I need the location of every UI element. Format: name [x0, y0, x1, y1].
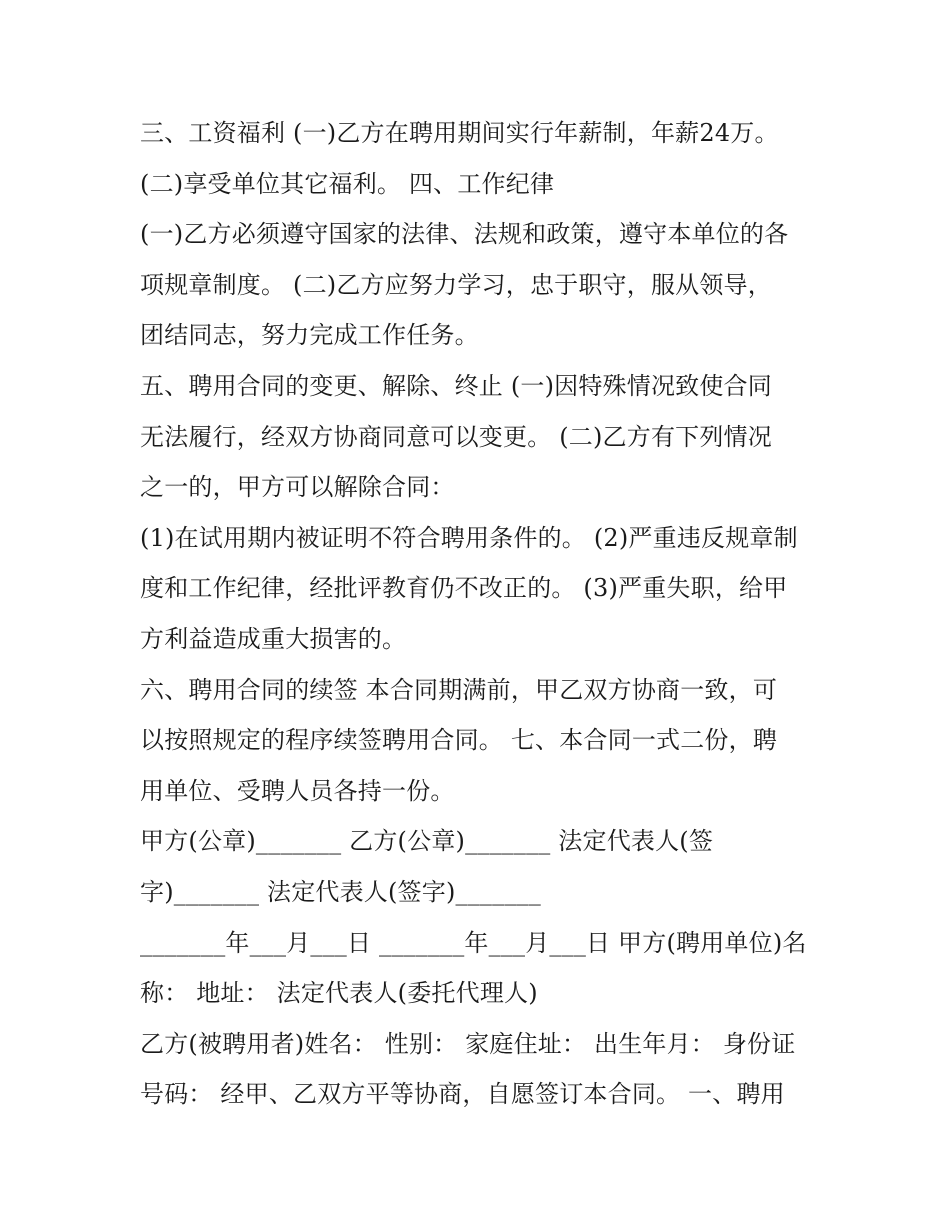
- text-line: 方利益造成重大损害的。: [140, 624, 407, 653]
- text-line: 称： 地址： 法定代表人(委托代理人): [140, 979, 538, 1008]
- text-line: 三、工资福利 (一)乙方在聘用期间实行年薪制，年薪24万。: [140, 119, 779, 147]
- text-line: 字)_______ 法定代表人(签字)_______: [140, 877, 541, 906]
- text-line: (1)在试用期内被证明不符合聘用条件的。 (2)严重违反规章制: [140, 523, 798, 552]
- text-line: 团结同志，努力完成工作任务。: [140, 321, 479, 350]
- text-line: 甲方(公章)_______ 乙方(公章)_______ 法定代表人(签: [140, 827, 714, 856]
- text-line: 号码： 经甲、乙双方平等协商，自愿签订本合同。 一、聘用: [140, 1080, 785, 1109]
- text-line: (二)享受单位其它福利。 四、工作纪律: [140, 169, 555, 198]
- text-line: 度和工作纪律，经批评教育仍不改正的。 (3)严重失职，给甲: [140, 574, 788, 603]
- text-line: 以按照规定的程序续签聘用合同。 七、本合同一式二份，聘: [140, 726, 778, 755]
- text-line: 六、聘用合同的续签 本合同期满前，甲乙双方协商一致，可: [140, 675, 778, 704]
- text-line: 项规章制度。 (二)乙方应努力学习，忠于职守，服从领导，: [140, 270, 772, 299]
- text-line: _______年___月___日 _______年___月___日 甲方(聘用单位)名: [140, 928, 807, 957]
- text-line: 无法履行，经双方协商同意可以变更。 (二)乙方有下列情况: [140, 422, 772, 451]
- text-line: 五、聘用合同的变更、解除、终止 (一)因特殊情况致使合同: [140, 371, 772, 400]
- text-line: (一)乙方必须遵守国家的法律、法规和政策，遵守本单位的各: [140, 220, 789, 249]
- text-line: 之一的，甲方可以解除合同：: [140, 473, 455, 502]
- text-line: 乙方(被聘用者)姓名： 性别： 家庭住址： 出生年月： 身份证: [140, 1029, 796, 1058]
- text-line: 用单位、受聘人员各持一份。: [140, 776, 455, 805]
- document-body: [140, 108, 820, 1120]
